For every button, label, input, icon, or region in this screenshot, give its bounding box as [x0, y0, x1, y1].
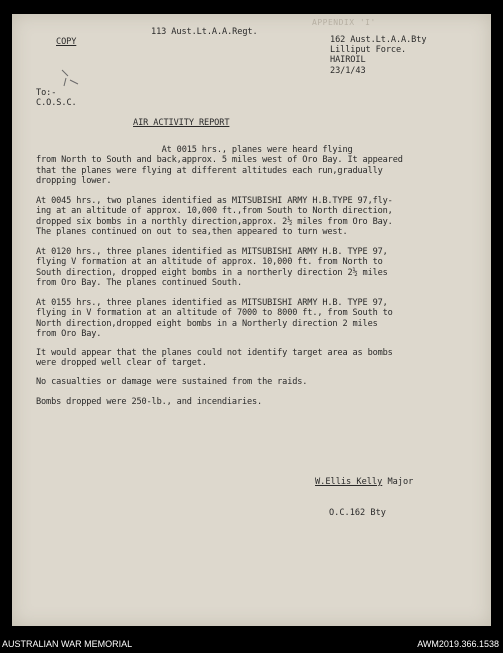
paragraph-3: At 0120 hrs., three planes identified as MITSUBISHI ARMY H.B. TYPE 97, flying V formation at an altitude of approx. 10,000 ft. from North to South direction, dropped eight bombs in a northerly direction 2½ miles from Oro Bay. The planes continued South. [36, 247, 388, 289]
battery-line-2: Lilliput Force. [330, 45, 407, 55]
copy-label: COPY [56, 37, 77, 47]
signature-name: W.Ellis Kelly [315, 476, 383, 487]
unit-regiment: 113 Aust.Lt.A.A.Regt. [151, 27, 258, 37]
document-page [12, 14, 491, 626]
battery-line-3: HAIROIL [330, 55, 366, 65]
paragraph-1: At 0015 hrs., planes were heard flying from North to South and back,approx. 5 miles west of Oro Bay. It appeared that the planes were flying at different altitudes each run,gradually dropping lower. [36, 145, 403, 187]
signature-rank: Major [387, 476, 414, 487]
paragraph-2: At 0045 hrs., two planes identified as MITSUBISHI ARMY H.B.TYPE 97,fly- ing at an altitude of approx. 10,000 ft.,from South to North direction, dropped six bombs in a northly direction,approx. 2½ miles from Oro Bay. The planes continued on out to sea,then appeared to turn west. [36, 196, 393, 238]
signature-block [315, 456, 413, 539]
paragraph-4: At 0155 hrs., three planes identified as MITSUBISHI ARMY H.B. TYPE 97, flying in V formation at an altitude of 7000 to 8000 ft., from South to North direction,dropped eight bombs in a Northerly direction 2 miles from Oro Bay. [36, 298, 393, 340]
footer-accession-number: AWM2019.366.1538 [417, 639, 499, 649]
paragraph-5: It would appear that the planes could not identify target area as bombs were dropped well clear of target. [36, 348, 393, 369]
appendix-stamp: APPENDIX 'I' [312, 18, 376, 27]
report-date: 23/1/43 [330, 66, 366, 76]
to-label: To:- [36, 88, 57, 98]
to-value: C.O.S.C. [36, 98, 77, 108]
signature-title: O.C.162 Bty [329, 508, 386, 519]
footer-bar [0, 636, 503, 653]
paragraph-6: No casualties or damage were sustained from the raids. [36, 377, 308, 387]
battery-line-1: 162 Aust.Lt.A.A.Bty [330, 35, 427, 45]
handwritten-mark-icon [56, 66, 88, 90]
footer-institution: AUSTRALIAN WAR MEMORIAL [2, 639, 133, 649]
paragraph-7: Bombs dropped were 250-lb., and incendiaries. [36, 397, 263, 407]
report-title: AIR ACTIVITY REPORT [133, 118, 230, 128]
